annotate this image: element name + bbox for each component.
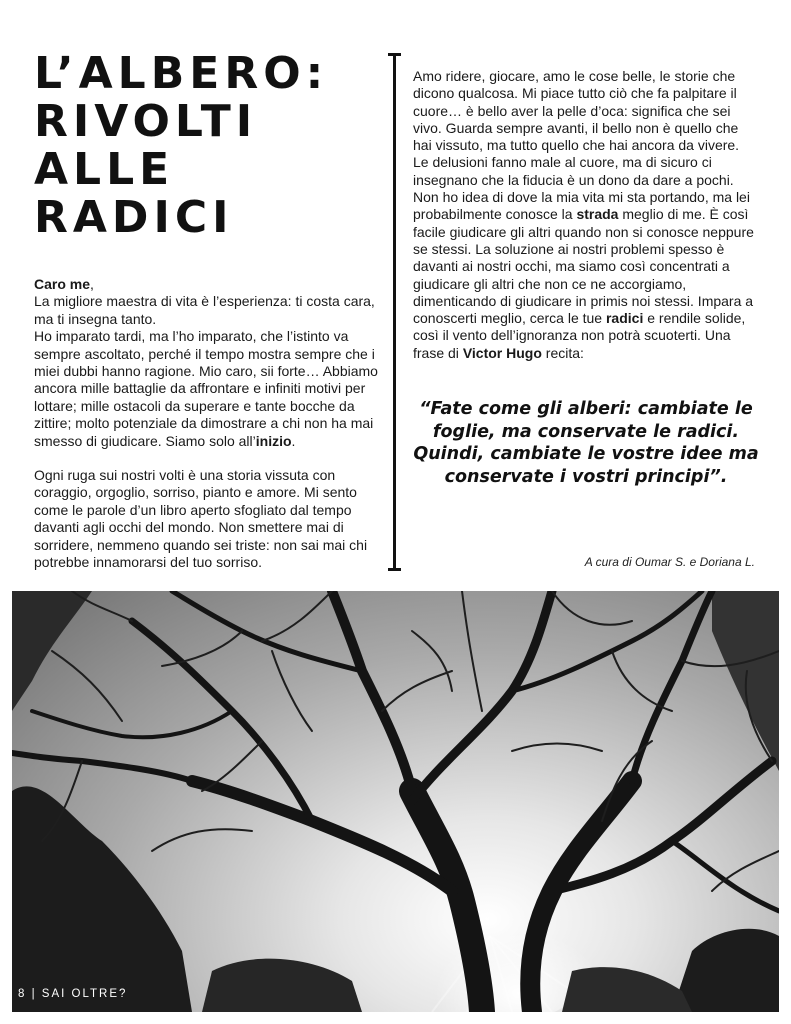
- title-line: ALLE: [34, 144, 175, 195]
- column-divider: [393, 53, 396, 571]
- greeting-line: Caro me,: [34, 276, 94, 292]
- paragraph-2: Ho imparato tardi, ma l’ho imparato, che l’istinto va sempre ascoltato, perché il tempo mostra sempre che i miei dubbi hanno ragione. Mio caro, sii forte… Abbiamo ancora mille battaglie da affrontare e infiniti motivi per lottare; mille ostacoli da superare e tante bocche da zittire; molto potenziale da dimostrare a chi non ha mai smesso di giudicare. Siamo solo all’inizio.: [34, 328, 378, 449]
- paragraph-1: La migliore maestra di vita è l’esperienza: ti costa cara, ma ti insegna tanto.: [34, 293, 375, 327]
- title-line: RADICI: [34, 192, 234, 243]
- left-column: [34, 276, 382, 572]
- greeting: Caro me: [34, 276, 91, 292]
- tree-photo: [12, 591, 779, 1012]
- emphasis-strada: strada: [576, 206, 619, 223]
- title-line: RIVOLTI: [34, 96, 258, 147]
- article-title: [34, 50, 364, 242]
- right-column: [413, 68, 758, 362]
- title-line: L’ALBERO:: [34, 48, 329, 99]
- paragraph-4: Amo ridere, giocare, amo le cose belle, le storie che dicono qualcosa. Mi piace tutto ciò che fa palpitare il cuore… è bello aver la pelle d’oca: significa che sei vivo. Guarda sempre avanti, il bello non è quello che hai vissuto, ma tutto quello che hai ancora da vivere. Le delusioni fanno male al cuore, ma di sicuro ci insegnano che la fiducia è un dono da dare a pochi. Non ho idea di dove la mia vita mi sta portando, ma lei probabilmente conosce la strada meglio di me. È così facile giudicare gli altri quando non si conosce neppure se stessi. La soluzione ai nostri problemi spesso è davanti ai nostri occhi, ma siamo così concentrati a giudicare gli altri che non ce ne accorgiamo, dimenticando di giudicare in primis noi stessi. Impara a conoscerti meglio, cerca le tue radici e rendile solide, così il vento dell’ignoranza non potrà scuoterti. Una frase di Victor Hugo recita:: [413, 68, 754, 361]
- emphasis-radici: radici: [605, 310, 644, 327]
- emphasis-victor-hugo: Victor Hugo: [462, 344, 542, 361]
- emphasis-inizio: inizio: [255, 432, 292, 449]
- paragraph-3: Ogni ruga sui nostri volti è una storia vissuta con coraggio, orgoglio, sorriso, pianto e amore. Mi sento come le parole d’un libro aperto sfogliato dal tempo davanti agli occhi del mondo. Non smettere mai di sorridere, nemmeno quando sei triste: non sai mai chi potrebbe innamorarsi del tuo sorriso.: [34, 467, 368, 571]
- author-credit: A cura di Oumar S. e Doriana L.: [584, 555, 755, 569]
- pull-quote: “Fate come gli alberi: cambiate le foglie, ma conservate le radici. Quindi, cambiate le vostre idee ma conservate i vostri principi”.: [413, 399, 759, 487]
- tree-silhouette-image: [12, 591, 779, 1012]
- page-footer: 8 | SAI OLTRE?: [18, 988, 128, 1000]
